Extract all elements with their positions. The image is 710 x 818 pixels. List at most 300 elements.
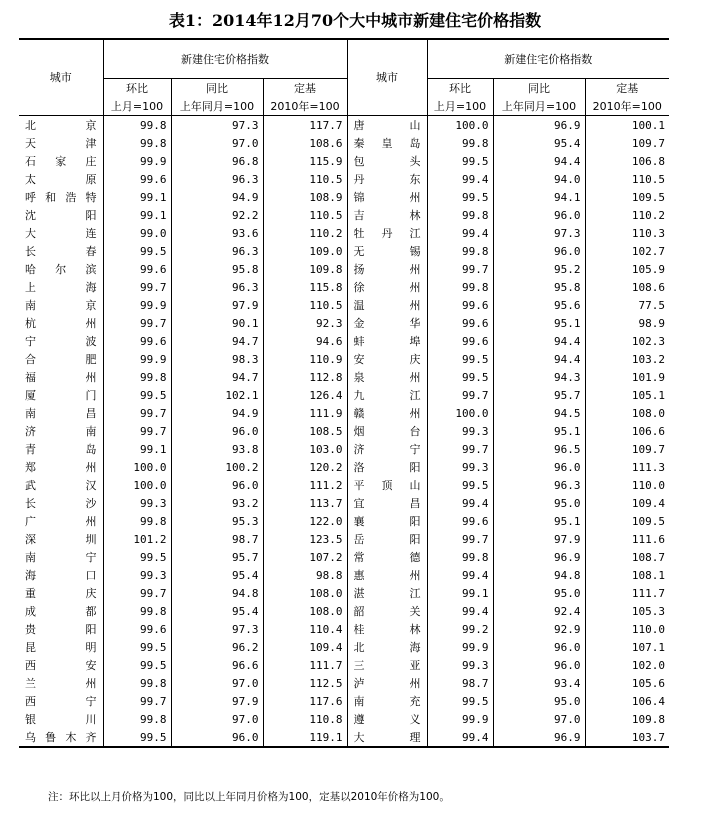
yoy-value: 96.9: [493, 116, 585, 135]
base-value: 103.7: [631, 730, 666, 744]
base-value: 110.5: [263, 206, 347, 224]
mom-value: 99.5: [427, 692, 493, 710]
city-name: 三亚: [347, 656, 427, 674]
yoy-value: 95.4: [493, 134, 585, 152]
mom-value: 99.4: [427, 602, 493, 620]
base-value: 94.6: [263, 332, 347, 350]
mom-value: 99.5: [427, 188, 493, 206]
base-value: 115.9: [263, 152, 347, 170]
mom-value: 99.5: [427, 368, 493, 386]
yoy-value: 97.3: [171, 116, 263, 135]
base-value: 77.5: [638, 298, 666, 312]
base-value: 100.1: [631, 118, 666, 132]
city-name: 杭州: [19, 314, 103, 332]
yoy-value: 95.4: [171, 602, 263, 620]
city-name: 深圳: [19, 530, 103, 548]
mom-value: 99.7: [103, 584, 171, 602]
yoy-value: 97.9: [493, 530, 585, 548]
col-header-mom-left: 环比: [103, 79, 171, 98]
base-value: 109.8: [631, 712, 666, 726]
city-name: 北京: [19, 116, 103, 135]
city-name: 兰州: [19, 674, 103, 692]
city-name: 丹东: [347, 170, 427, 188]
table-body: [19, 116, 669, 748]
base-value: 106.8: [631, 154, 666, 168]
city-name: 昆明: [19, 638, 103, 656]
mom-value: 99.5: [103, 242, 171, 260]
col-header-base-right: 定基: [616, 81, 639, 95]
yoy-value: 95.2: [493, 260, 585, 278]
table-row: [19, 512, 669, 530]
mom-value: 99.8: [427, 134, 493, 152]
table-row: [19, 674, 669, 692]
base-value: 110.0: [631, 478, 666, 492]
base-value: 111.7: [631, 586, 666, 600]
city-name: 唐山: [347, 116, 427, 135]
base-value: 106.6: [631, 424, 666, 438]
city-name: 西宁: [19, 692, 103, 710]
city-name: 海口: [19, 566, 103, 584]
yoy-value: 95.4: [171, 566, 263, 584]
table-row: [19, 170, 669, 188]
base-value: 119.1: [263, 728, 347, 747]
mom-value: 99.8: [103, 368, 171, 386]
base-value: 109.4: [631, 496, 666, 510]
city-name: 银川: [19, 710, 103, 728]
city-name: 遵义: [347, 710, 427, 728]
table-row: [19, 134, 669, 152]
city-name: 平顶山: [347, 476, 427, 494]
col-header-yoy-right: 同比: [493, 79, 585, 98]
yoy-value: 95.8: [171, 260, 263, 278]
mom-value: 99.1: [427, 584, 493, 602]
yoy-value: 94.4: [493, 332, 585, 350]
group-header-right: 新建住宅价格指数: [427, 39, 669, 79]
base-value: 102.7: [631, 244, 666, 258]
city-name: 大连: [19, 224, 103, 242]
mom-value: 99.8: [103, 116, 171, 135]
yoy-value: 96.0: [493, 638, 585, 656]
mom-value: 99.7: [427, 260, 493, 278]
city-name: 成都: [19, 602, 103, 620]
footnote: 注：环比以上月价格为100，同比以上年同月价格为100，定基以2010年价格为100。: [48, 791, 450, 803]
city-name: 重庆: [19, 584, 103, 602]
city-header-left: 城市: [19, 39, 103, 116]
base-value: 108.0: [263, 602, 347, 620]
base-value: 111.9: [263, 404, 347, 422]
col-sub-mom-right: 上月=100: [427, 97, 493, 116]
mom-value: 99.5: [103, 656, 171, 674]
base-value: 110.4: [263, 620, 347, 638]
mom-value: 99.8: [103, 710, 171, 728]
yoy-value: 98.3: [171, 350, 263, 368]
city-name: 西安: [19, 656, 103, 674]
price-index-table: [19, 38, 669, 748]
mom-value: 99.5: [427, 350, 493, 368]
yoy-value: 92.9: [493, 620, 585, 638]
mom-value: 99.5: [103, 386, 171, 404]
base-value: 112.5: [263, 674, 347, 692]
yoy-value: 93.6: [171, 224, 263, 242]
base-value: 103.2: [631, 352, 666, 366]
yoy-value: 95.7: [171, 548, 263, 566]
city-name: 宁波: [19, 332, 103, 350]
mom-value: 99.8: [427, 242, 493, 260]
yoy-value: 96.0: [171, 422, 263, 440]
base-value: 108.6: [631, 280, 666, 294]
table-row: [19, 296, 669, 314]
base-value: 126.4: [263, 386, 347, 404]
base-value: 108.0: [631, 406, 666, 420]
city-name: 长春: [19, 242, 103, 260]
base-value: 105.3: [631, 604, 666, 618]
mom-value: 99.3: [427, 458, 493, 476]
yoy-value: 97.3: [171, 620, 263, 638]
mom-value: 99.9: [427, 710, 493, 728]
mom-value: 99.8: [427, 548, 493, 566]
city-name: 南昌: [19, 404, 103, 422]
yoy-value: 96.3: [171, 278, 263, 296]
city-name: 蚌埠: [347, 332, 427, 350]
mom-value: 99.6: [427, 296, 493, 314]
base-value: 101.9: [631, 370, 666, 384]
city-name: 广州: [19, 512, 103, 530]
mom-value: 99.2: [427, 620, 493, 638]
yoy-value: 96.9: [493, 728, 585, 747]
yoy-value: 95.0: [493, 692, 585, 710]
yoy-value: 90.1: [171, 314, 263, 332]
table-row: [19, 152, 669, 170]
mom-value: 99.7: [103, 278, 171, 296]
yoy-value: 94.9: [171, 188, 263, 206]
mom-value: 99.3: [103, 494, 171, 512]
mom-value: 99.4: [427, 566, 493, 584]
table-row: [19, 386, 669, 404]
yoy-value: 96.3: [171, 170, 263, 188]
col-header-yoy-left: 同比: [171, 79, 263, 98]
mom-value: 99.7: [103, 404, 171, 422]
yoy-value: 96.2: [171, 638, 263, 656]
city-name: 包头: [347, 152, 427, 170]
yoy-value: 94.7: [171, 368, 263, 386]
mom-value: 99.4: [427, 494, 493, 512]
city-name: 常德: [347, 548, 427, 566]
yoy-value: 96.0: [171, 476, 263, 494]
city-name: 扬州: [347, 260, 427, 278]
table-row: [19, 116, 669, 135]
city-name: 襄阳: [347, 512, 427, 530]
yoy-value: 95.1: [493, 422, 585, 440]
table-row: [19, 548, 669, 566]
table-row: [19, 260, 669, 278]
yoy-value: 95.1: [493, 314, 585, 332]
mom-value: 99.7: [427, 530, 493, 548]
table-row: [19, 656, 669, 674]
table-row: [19, 368, 669, 386]
mom-value: 99.6: [427, 512, 493, 530]
yoy-value: 94.1: [493, 188, 585, 206]
table-row: [19, 728, 669, 747]
city-name: 赣州: [347, 404, 427, 422]
col-header-base-left: 定基: [263, 79, 347, 98]
city-name: 乌鲁木齐: [19, 728, 103, 747]
base-value: 105.9: [631, 262, 666, 276]
city-name: 惠州: [347, 566, 427, 584]
yoy-value: 97.9: [171, 296, 263, 314]
base-value: 117.6: [263, 692, 347, 710]
city-name: 沈阳: [19, 206, 103, 224]
col-sub-yoy-right: 上年同月=100: [493, 97, 585, 116]
base-value: 102.3: [631, 334, 666, 348]
table-row: [19, 206, 669, 224]
city-name: 无锡: [347, 242, 427, 260]
mom-value: 99.0: [103, 224, 171, 242]
base-value: 110.2: [263, 224, 347, 242]
city-name: 郑州: [19, 458, 103, 476]
mom-value: 99.8: [427, 206, 493, 224]
yoy-value: 97.0: [171, 710, 263, 728]
mom-value: 99.7: [427, 386, 493, 404]
yoy-value: 95.1: [493, 512, 585, 530]
yoy-value: 96.0: [493, 656, 585, 674]
mom-value: 99.7: [103, 314, 171, 332]
yoy-value: 96.5: [493, 440, 585, 458]
mom-value: 99.9: [103, 296, 171, 314]
base-value: 108.9: [263, 188, 347, 206]
table-row: [19, 314, 669, 332]
mom-value: 100.0: [103, 458, 171, 476]
city-name: 桂林: [347, 620, 427, 638]
table-row: [19, 692, 669, 710]
mom-value: 99.5: [103, 548, 171, 566]
mom-value: 99.8: [427, 278, 493, 296]
mom-value: 99.4: [427, 224, 493, 242]
table-row: [19, 710, 669, 728]
city-name: 大理: [347, 728, 427, 747]
table-title: 表1：2014年12月70个大中城市新建住宅价格指数: [168, 11, 542, 30]
city-name: 烟台: [347, 422, 427, 440]
city-name: 韶关: [347, 602, 427, 620]
mom-value: 98.7: [427, 674, 493, 692]
yoy-value: 96.8: [171, 152, 263, 170]
yoy-value: 94.8: [171, 584, 263, 602]
yoy-value: 97.9: [171, 692, 263, 710]
base-value: 103.0: [263, 440, 347, 458]
yoy-value: 94.7: [171, 332, 263, 350]
mom-value: 99.7: [103, 422, 171, 440]
mom-value: 99.5: [427, 152, 493, 170]
city-name: 太原: [19, 170, 103, 188]
base-value: 109.5: [631, 514, 666, 528]
mom-value: 99.3: [103, 566, 171, 584]
yoy-value: 96.0: [493, 242, 585, 260]
table-row: [19, 638, 669, 656]
city-name: 徐州: [347, 278, 427, 296]
yoy-value: 95.6: [493, 296, 585, 314]
mom-value: 99.3: [427, 656, 493, 674]
city-name: 呼和浩特: [19, 188, 103, 206]
base-value: 117.7: [263, 116, 347, 135]
yoy-value: 94.0: [493, 170, 585, 188]
base-value: 98.8: [263, 566, 347, 584]
base-value: 98.9: [638, 316, 666, 330]
mom-value: 99.9: [103, 350, 171, 368]
yoy-value: 97.0: [171, 134, 263, 152]
city-name: 贵阳: [19, 620, 103, 638]
city-name: 洛阳: [347, 458, 427, 476]
base-value: 110.2: [631, 208, 666, 222]
table-row: [19, 242, 669, 260]
table-row: [19, 620, 669, 638]
base-value: 105.1: [631, 388, 666, 402]
yoy-value: 96.3: [171, 242, 263, 260]
table-row: [19, 422, 669, 440]
mom-value: 99.5: [103, 728, 171, 747]
mom-value: 99.4: [427, 728, 493, 747]
city-name: 九江: [347, 386, 427, 404]
base-value: 110.5: [263, 296, 347, 314]
mom-value: 100.0: [427, 116, 493, 135]
table-row: [19, 278, 669, 296]
city-name: 福州: [19, 368, 103, 386]
mom-value: 99.7: [103, 692, 171, 710]
yoy-value: 94.5: [493, 404, 585, 422]
base-value: 115.8: [263, 278, 347, 296]
city-name: 南京: [19, 296, 103, 314]
base-value: 112.8: [263, 368, 347, 386]
yoy-value: 93.8: [171, 440, 263, 458]
city-header-right: 城市: [347, 39, 427, 116]
table-row: [19, 224, 669, 242]
base-value: 111.7: [263, 656, 347, 674]
mom-value: 99.9: [103, 152, 171, 170]
yoy-value: 100.2: [171, 458, 263, 476]
mom-value: 99.5: [103, 638, 171, 656]
mom-value: 99.8: [103, 512, 171, 530]
table-row: [19, 584, 669, 602]
mom-value: 99.7: [427, 440, 493, 458]
city-name: 上海: [19, 278, 103, 296]
col-sub-yoy-left: 上年同月=100: [171, 97, 263, 116]
table-row: [19, 530, 669, 548]
yoy-value: 92.2: [171, 206, 263, 224]
yoy-value: 92.4: [493, 602, 585, 620]
base-value: 108.0: [263, 584, 347, 602]
base-value: 111.2: [263, 476, 347, 494]
yoy-value: 102.1: [171, 386, 263, 404]
city-name: 长沙: [19, 494, 103, 512]
mom-value: 99.6: [427, 314, 493, 332]
mom-value: 99.5: [427, 476, 493, 494]
yoy-value: 96.3: [493, 476, 585, 494]
yoy-value: 96.9: [493, 548, 585, 566]
col-header-mom-right: 环比: [427, 79, 493, 98]
city-name: 天津: [19, 134, 103, 152]
city-name: 宜昌: [347, 494, 427, 512]
city-name: 哈尔滨: [19, 260, 103, 278]
yoy-value: 94.4: [493, 350, 585, 368]
yoy-value: 96.0: [493, 206, 585, 224]
yoy-value: 98.7: [171, 530, 263, 548]
base-value: 111.3: [631, 460, 666, 474]
base-value: 106.4: [631, 694, 666, 708]
yoy-value: 93.2: [171, 494, 263, 512]
city-name: 厦门: [19, 386, 103, 404]
city-name: 青岛: [19, 440, 103, 458]
base-value: 109.4: [263, 638, 347, 656]
city-name: 吉林: [347, 206, 427, 224]
yoy-value: 94.8: [493, 566, 585, 584]
table-row: [19, 494, 669, 512]
mom-value: 99.8: [103, 674, 171, 692]
base-value: 108.6: [263, 134, 347, 152]
table-row: [19, 566, 669, 584]
base-value: 110.0: [631, 622, 666, 636]
table-row: [19, 332, 669, 350]
city-name: 石家庄: [19, 152, 103, 170]
city-name: 温州: [347, 296, 427, 314]
base-value: 108.5: [263, 422, 347, 440]
city-name: 金华: [347, 314, 427, 332]
city-name: 泉州: [347, 368, 427, 386]
base-value: 105.6: [631, 676, 666, 690]
base-value: 107.1: [631, 640, 666, 654]
base-value: 111.6: [631, 532, 666, 546]
table-row: [19, 350, 669, 368]
city-name: 合肥: [19, 350, 103, 368]
yoy-value: 95.7: [493, 386, 585, 404]
mom-value: 99.1: [103, 188, 171, 206]
yoy-value: 94.4: [493, 152, 585, 170]
base-value: 109.7: [631, 136, 666, 150]
city-name: 秦皇岛: [347, 134, 427, 152]
base-value: 120.2: [263, 458, 347, 476]
mom-value: 101.2: [103, 530, 171, 548]
base-value: 107.2: [263, 548, 347, 566]
mom-value: 99.6: [427, 332, 493, 350]
base-value: 123.5: [263, 530, 347, 548]
table-row: [19, 476, 669, 494]
mom-value: 100.0: [103, 476, 171, 494]
yoy-value: 93.4: [493, 674, 585, 692]
base-value: 92.3: [263, 314, 347, 332]
mom-value: 99.8: [103, 134, 171, 152]
mom-value: 99.6: [103, 332, 171, 350]
base-value: 122.0: [263, 512, 347, 530]
mom-value: 99.9: [427, 638, 493, 656]
col-sub-base-left: 2010年=100: [263, 97, 347, 116]
group-header-left: 新建住宅价格指数: [103, 39, 347, 79]
base-value: 110.8: [263, 710, 347, 728]
yoy-value: 96.0: [171, 728, 263, 747]
base-value: 110.5: [631, 172, 666, 186]
yoy-value: 96.0: [493, 458, 585, 476]
city-name: 安庆: [347, 350, 427, 368]
table-row: [19, 404, 669, 422]
base-value: 108.1: [631, 568, 666, 582]
city-name: 济南: [19, 422, 103, 440]
mom-value: 99.3: [427, 422, 493, 440]
city-name: 岳阳: [347, 530, 427, 548]
city-name: 武汉: [19, 476, 103, 494]
yoy-value: 96.6: [171, 656, 263, 674]
table-row: [19, 188, 669, 206]
city-name: 泸州: [347, 674, 427, 692]
yoy-value: 95.3: [171, 512, 263, 530]
base-value: 110.5: [263, 170, 347, 188]
col-sub-base-right: 2010年=100: [585, 97, 669, 116]
yoy-value: 94.3: [493, 368, 585, 386]
